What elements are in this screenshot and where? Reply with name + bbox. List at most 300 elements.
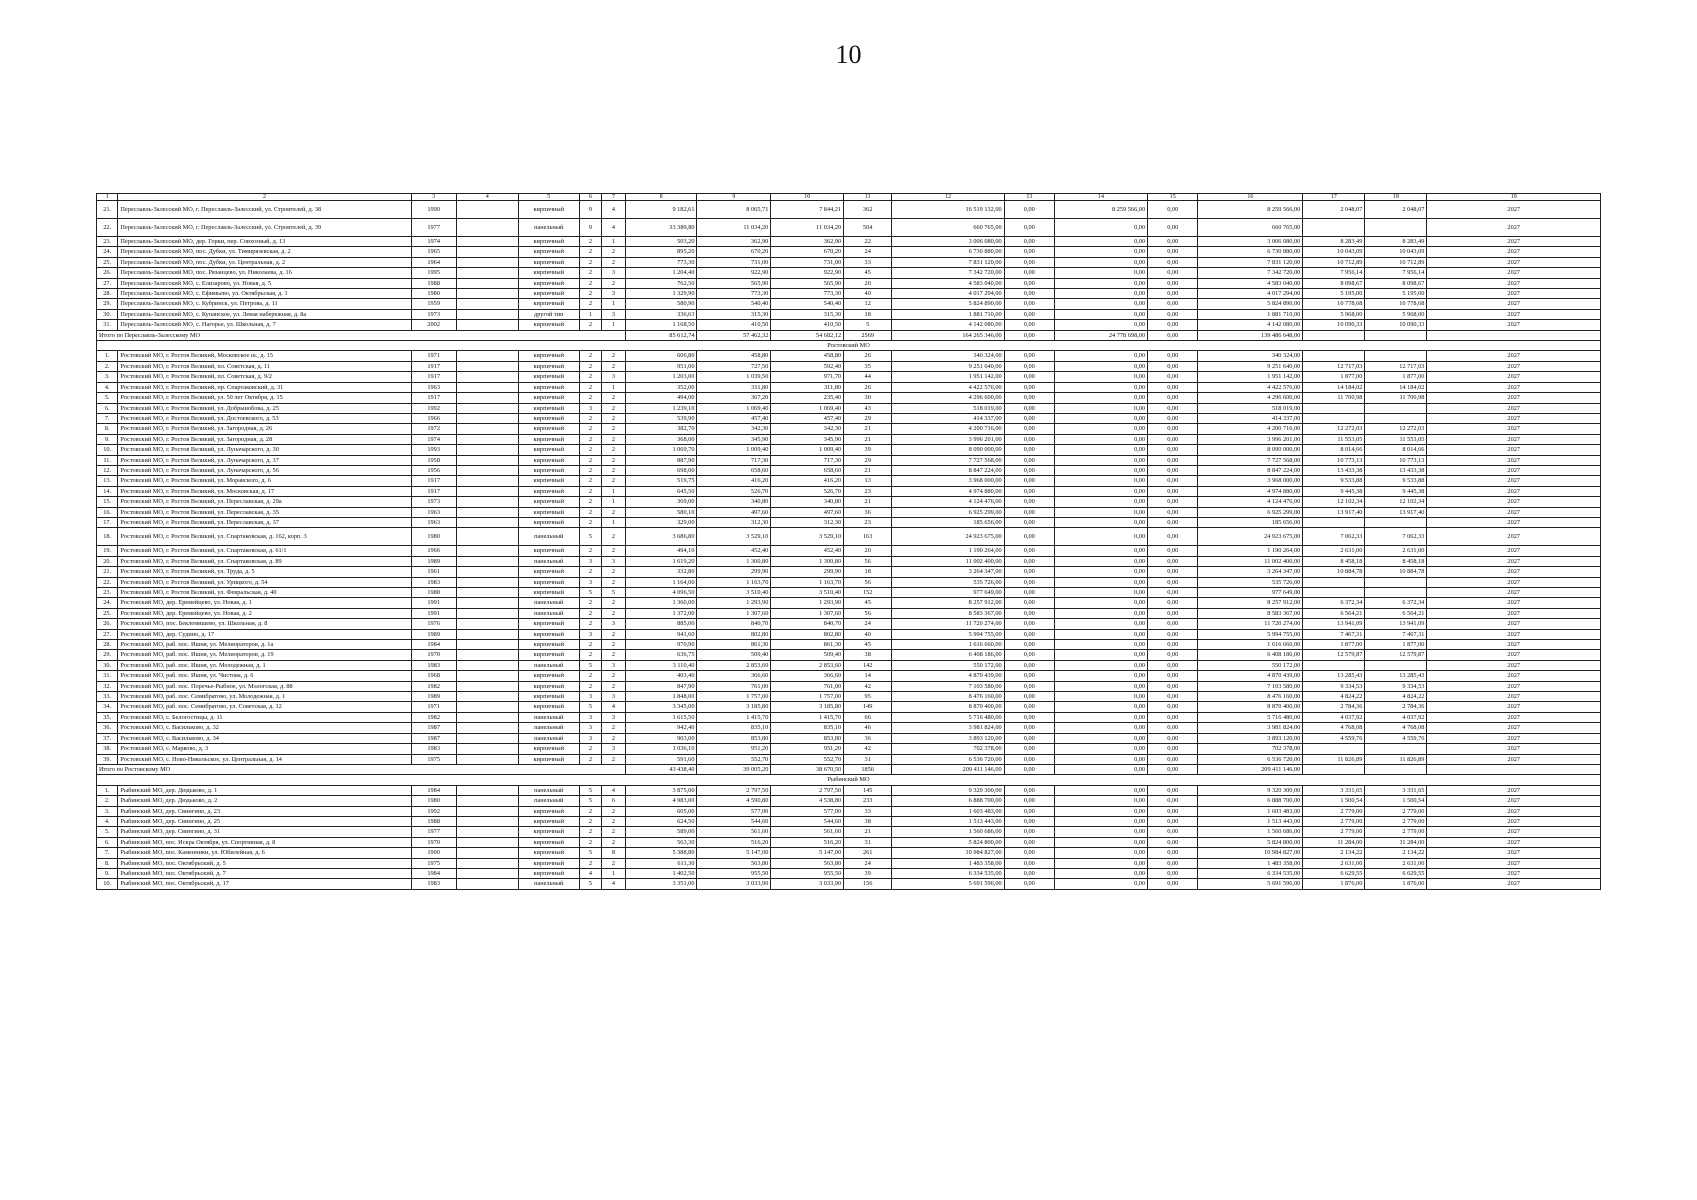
table-cell: 4 — [602, 219, 626, 237]
row-number: 38. — [97, 744, 118, 754]
table-row — [97, 403, 1601, 413]
table-cell: 452,40 — [697, 546, 771, 556]
address-cell: Переславль-Залесский МО, с. Елизарово, ул. Новая, д. 5 — [118, 278, 411, 288]
table-cell: 0,00 — [1004, 577, 1054, 587]
table-cell: кирпичный — [518, 413, 579, 423]
table-cell: 13 433,38 — [1365, 465, 1427, 475]
table-cell: кирпичный — [518, 671, 579, 681]
table-cell: 38 — [844, 650, 892, 660]
table-cell: 1 877,00 — [1303, 640, 1365, 650]
row-number: 6. — [97, 403, 118, 413]
table-cell: 0,00 — [1054, 278, 1147, 288]
table-cell: 589,00 — [625, 827, 697, 837]
table-row — [97, 497, 1601, 507]
table-cell: 0,00 — [1004, 733, 1054, 743]
table-cell: 8 476 160,00 — [892, 692, 1004, 702]
table-cell: 11 826,89 — [1303, 754, 1365, 764]
table-cell: 11 284,00 — [1303, 837, 1365, 847]
table-cell: 2027 — [1427, 806, 1601, 816]
table-cell: 0,00 — [1054, 351, 1147, 361]
row-number: 28. — [97, 640, 118, 650]
table-cell: 0,00 — [1004, 201, 1054, 219]
table-cell: 0,00 — [1054, 247, 1147, 257]
table-cell: 0,00 — [1148, 528, 1198, 546]
table-cell: 563,30 — [625, 837, 697, 847]
table-cell: 312,30 — [771, 517, 844, 527]
table-cell: 2 — [602, 827, 626, 837]
table-cell: 577,00 — [771, 806, 844, 816]
table-cell: 0,00 — [1004, 629, 1054, 639]
row-number: 34. — [97, 702, 118, 712]
subtotal-cell: 38 670,50 — [771, 764, 844, 774]
table-cell: 6 730 880,00 — [1198, 247, 1303, 257]
table-row — [97, 372, 1601, 382]
table-cell — [456, 785, 518, 795]
table-cell: 0,00 — [1004, 247, 1054, 257]
table-cell: 3 — [602, 556, 626, 566]
table-cell: 0,00 — [1054, 237, 1147, 247]
table-cell: 1917 — [411, 361, 456, 371]
table-cell: 8 847 224,00 — [892, 465, 1004, 475]
table-cell: 6 629,55 — [1303, 868, 1365, 878]
table-cell: 2027 — [1427, 278, 1601, 288]
table-cell: 942,40 — [625, 723, 697, 733]
table-cell: 1 615,50 — [625, 712, 697, 722]
table-cell: кирпичный — [518, 382, 579, 392]
table-cell: 2 048,07 — [1365, 201, 1427, 219]
table-cell: 24 — [844, 619, 892, 629]
table-cell: 416,20 — [771, 476, 844, 486]
table-cell: 11 826,89 — [1365, 754, 1427, 764]
subtotal-row — [97, 764, 1601, 774]
table-cell: 2 779,00 — [1303, 816, 1365, 826]
table-cell — [456, 619, 518, 629]
subtotal-cell: 209 411 146,00 — [892, 764, 1004, 774]
table-cell: 2 — [579, 640, 601, 650]
table-row — [97, 858, 1601, 868]
table-cell — [456, 608, 518, 618]
table-cell: 21 — [844, 424, 892, 434]
table-row — [97, 681, 1601, 691]
table-cell: 0,00 — [1004, 528, 1054, 546]
table-cell: 1971 — [411, 351, 456, 361]
housing-repair-table — [96, 193, 1601, 890]
table-cell: 3 529,10 — [697, 528, 771, 546]
table-cell: 2027 — [1427, 733, 1601, 743]
table-cell: 5 968,00 — [1303, 309, 1365, 319]
table-cell: 8 098,67 — [1365, 278, 1427, 288]
column-number-5: 5 — [518, 194, 579, 201]
table-cell: 2027 — [1427, 629, 1601, 639]
table-cell: 861,30 — [697, 640, 771, 650]
table-cell: 1 — [602, 382, 626, 392]
table-cell: 0,00 — [1004, 507, 1054, 517]
subtotal-cell: 2569 — [844, 330, 892, 340]
table-cell: 1 190 264,00 — [892, 546, 1004, 556]
table-cell: 2027 — [1427, 289, 1601, 299]
table-cell: 2 — [579, 806, 601, 816]
table-cell: 299,90 — [697, 567, 771, 577]
table-cell: 352,00 — [625, 382, 697, 392]
table-cell — [456, 476, 518, 486]
table-cell: 0,00 — [1004, 858, 1054, 868]
table-cell: 3 — [579, 403, 601, 413]
table-cell: 2027 — [1427, 671, 1601, 681]
table-cell: 13 285,43 — [1365, 671, 1427, 681]
table-cell: 35 — [844, 361, 892, 371]
table-row — [97, 785, 1601, 795]
table-cell — [1303, 744, 1365, 754]
table-cell: 36 — [844, 733, 892, 743]
row-number: 30. — [97, 660, 118, 670]
address-cell: Ростовский МО, раб. пос. Ишня, ул. Чистова, д. 6 — [118, 671, 411, 681]
subtotal-cell — [1365, 764, 1427, 774]
table-cell: 4 037,92 — [1365, 712, 1427, 722]
subtotal-cell — [1303, 330, 1365, 340]
table-cell: 591,60 — [625, 754, 697, 764]
row-number: 39. — [97, 754, 118, 764]
table-cell: 2 — [602, 806, 626, 816]
table-row — [97, 598, 1601, 608]
table-cell: 6 629,55 — [1365, 868, 1427, 878]
table-cell: 4 768,08 — [1303, 723, 1365, 733]
table-cell: 4 200 716,00 — [892, 424, 1004, 434]
table-cell: 0,00 — [1004, 403, 1054, 413]
table-cell: 0,00 — [1004, 372, 1054, 382]
address-cell: Переславль-Залесский МО, с. Нагорье, ул. Школьная, д. 7 — [118, 320, 411, 330]
table-cell: 1 951 142,00 — [892, 372, 1004, 382]
row-number: 23. — [97, 237, 118, 247]
table-cell: 21 — [844, 465, 892, 475]
table-cell: 1 — [602, 237, 626, 247]
table-cell — [1365, 517, 1427, 527]
address-cell: Рыбинский МО, пос. Искра Октября, ул. Спортивная, д. 8 — [118, 837, 411, 847]
table-cell: 8 090 000,00 — [1198, 445, 1303, 455]
table-cell: 1973 — [411, 497, 456, 507]
table-row — [97, 629, 1601, 639]
table-cell: 1 239,10 — [625, 403, 697, 413]
table-cell: 2 — [579, 754, 601, 764]
subtotal-cell: 57 462,32 — [697, 330, 771, 340]
table-cell: 2 — [579, 351, 601, 361]
table-cell — [456, 351, 518, 361]
table-cell: 10 773,13 — [1303, 455, 1365, 465]
table-cell: 8 259 566,00 — [1054, 201, 1147, 219]
table-cell: 1 009,40 — [771, 445, 844, 455]
table-cell: 12 272,03 — [1365, 424, 1427, 434]
table-cell — [456, 879, 518, 889]
subtotal-cell: 85 612,74 — [625, 330, 697, 340]
table-cell: 1983 — [411, 744, 456, 754]
table-cell: 0,00 — [1004, 268, 1054, 278]
table-cell — [456, 497, 518, 507]
table-cell: 2 — [579, 257, 601, 267]
table-cell: 2027 — [1427, 351, 1601, 361]
table-cell: 340,80 — [771, 497, 844, 507]
table-cell: 9 — [579, 219, 601, 237]
table-cell: 14 — [844, 671, 892, 681]
table-cell: 5 — [602, 588, 626, 598]
table-row — [97, 868, 1601, 878]
table-cell: 311,80 — [697, 382, 771, 392]
table-cell: 2 — [602, 567, 626, 577]
table-cell: 152 — [844, 588, 892, 598]
table-cell: 0,00 — [1054, 219, 1147, 237]
table-cell: 761,00 — [697, 681, 771, 691]
table-cell: 5 994 755,00 — [1198, 629, 1303, 639]
table-cell: 1975 — [411, 754, 456, 764]
row-number: 10. — [97, 445, 118, 455]
table-cell: кирпичный — [518, 403, 579, 413]
table-cell: 1 877,00 — [1303, 372, 1365, 382]
table-cell: 1917 — [411, 476, 456, 486]
table-cell: 5 — [579, 588, 601, 598]
table-cell: 3 529,10 — [771, 528, 844, 546]
table-cell: 3 510,40 — [697, 588, 771, 598]
table-cell: 0,00 — [1004, 382, 1054, 392]
section-title: Ростовский МО — [97, 341, 1601, 351]
table-cell: 2 — [602, 413, 626, 423]
table-cell: 509,40 — [771, 650, 844, 660]
table-cell: 518 019,00 — [892, 403, 1004, 413]
table-cell: 0,00 — [1004, 806, 1054, 816]
table-cell: 1963 — [411, 382, 456, 392]
table-cell: 2 797,50 — [771, 785, 844, 795]
table-cell: 0,00 — [1148, 650, 1198, 660]
table-cell: 1 293,90 — [771, 598, 844, 608]
table-row — [97, 733, 1601, 743]
row-number: 25. — [97, 608, 118, 618]
table-cell: кирпичный — [518, 577, 579, 587]
table-cell: кирпичный — [518, 640, 579, 650]
table-cell: 2 631,00 — [1365, 858, 1427, 868]
table-cell: 11 700,98 — [1303, 393, 1365, 403]
table-cell: 835,10 — [771, 723, 844, 733]
table-cell: 457,40 — [771, 413, 844, 423]
table-cell: 3 996 201,00 — [892, 434, 1004, 444]
table-cell: 0,00 — [1054, 476, 1147, 486]
table-cell: 4 422 576,00 — [1198, 382, 1303, 392]
table-cell — [1303, 660, 1365, 670]
table-cell: 8 259 566,00 — [1198, 201, 1303, 219]
table-cell: 1968 — [411, 671, 456, 681]
table-cell: 2027 — [1427, 816, 1601, 826]
table-cell: 727,50 — [697, 361, 771, 371]
table-cell: 9 334,53 — [1303, 681, 1365, 691]
table-cell: 0,00 — [1054, 785, 1147, 795]
table-cell: 0,00 — [1004, 650, 1054, 660]
table-cell: кирпичный — [518, 692, 579, 702]
address-cell: Переславль-Залесский МО, пос. Дубки, ул. Тимирязевская, д. 2 — [118, 247, 411, 257]
row-number: 2. — [97, 361, 118, 371]
table-cell: 12 102,34 — [1303, 497, 1365, 507]
table-cell: 329,00 — [625, 517, 697, 527]
table-cell: 12 102,34 — [1365, 497, 1427, 507]
table-cell: 1976 — [411, 619, 456, 629]
table-cell: 13 — [844, 476, 892, 486]
table-cell: 8 014,66 — [1365, 445, 1427, 455]
table-cell: 0,00 — [1054, 424, 1147, 434]
table-cell: 2 — [602, 671, 626, 681]
address-cell: Ростовский МО, г. Ростов Великий, ул. Московская, д. 17 — [118, 486, 411, 496]
table-cell: 526,70 — [771, 486, 844, 496]
table-cell: 1 009,40 — [697, 445, 771, 455]
table-cell — [456, 219, 518, 237]
table-cell: 8 847 224,00 — [1198, 465, 1303, 475]
table-cell: 2 — [602, 528, 626, 546]
row-number: 7. — [97, 413, 118, 423]
table-cell: 0,00 — [1148, 640, 1198, 650]
table-cell: 31 — [844, 754, 892, 764]
table-cell: 56 — [844, 556, 892, 566]
table-cell: 580,10 — [625, 507, 697, 517]
subtotal-cell: 24 778 698,00 — [1054, 330, 1147, 340]
table-cell: 0,00 — [1148, 744, 1198, 754]
table-cell: 1 877,00 — [1365, 372, 1427, 382]
address-cell: Ростовский МО, г. Ростов Великий, ул. Спартаковская, д. 61/1 — [118, 546, 411, 556]
row-number: 3. — [97, 806, 118, 816]
table-cell — [456, 445, 518, 455]
table-cell: 362,90 — [771, 237, 844, 247]
row-number: 27. — [97, 278, 118, 288]
table-cell: 299,90 — [771, 567, 844, 577]
table-cell: кирпичный — [518, 434, 579, 444]
table-cell: 1 307,60 — [697, 608, 771, 618]
table-cell: 21 — [844, 827, 892, 837]
row-number: 2. — [97, 796, 118, 806]
table-cell — [1365, 403, 1427, 413]
table-cell: 0,00 — [1004, 299, 1054, 309]
table-cell: 731,00 — [697, 257, 771, 267]
table-cell: 6 730 880,00 — [892, 247, 1004, 257]
table-cell: 3 264 347,00 — [1198, 567, 1303, 577]
table-cell: 4 768,08 — [1365, 723, 1427, 733]
table-cell: 7 956,14 — [1365, 268, 1427, 278]
table-row — [97, 567, 1601, 577]
row-number: 30. — [97, 309, 118, 319]
table-cell: 0,00 — [1004, 744, 1054, 754]
table-cell — [456, 372, 518, 382]
table-cell: 0,00 — [1148, 681, 1198, 691]
row-number: 26. — [97, 268, 118, 278]
table-cell: 895,20 — [625, 247, 697, 257]
table-cell: 366,60 — [771, 671, 844, 681]
table-cell: 367,20 — [697, 393, 771, 403]
table-cell: 1 — [602, 868, 626, 878]
table-cell: 345,90 — [697, 434, 771, 444]
table-cell: 0,00 — [1004, 320, 1054, 330]
table-cell: 8 257 912,00 — [892, 598, 1004, 608]
table-cell: 1 036,10 — [625, 744, 697, 754]
table-cell: 11 720 274,00 — [892, 619, 1004, 629]
address-cell: Ростовский МО, г. Ростов Великий, пл. Советская, д. 11 — [118, 361, 411, 371]
table-cell — [456, 257, 518, 267]
table-cell: 1 500,54 — [1365, 796, 1427, 806]
table-cell — [1365, 351, 1427, 361]
table-cell: 24 — [844, 247, 892, 257]
table-cell: 0,00 — [1054, 671, 1147, 681]
address-cell: Переславль-Залесский МО, с. Кубринск, ул. Петрова, д. 11 — [118, 299, 411, 309]
table-cell: 2 — [602, 476, 626, 486]
table-cell: 0,00 — [1054, 257, 1147, 267]
table-cell: 0,00 — [1054, 507, 1147, 517]
address-cell: Рыбинский МО, дер. Свингино, д. 31 — [118, 827, 411, 837]
table-cell: 0,00 — [1148, 299, 1198, 309]
table-row — [97, 465, 1601, 475]
table-cell: 29 — [844, 413, 892, 423]
table-cell: 2027 — [1427, 247, 1601, 257]
table-cell: 0,00 — [1054, 848, 1147, 858]
table-row — [97, 640, 1601, 650]
table-cell: 42 — [844, 744, 892, 754]
row-number: 8. — [97, 424, 118, 434]
table-cell: 0,00 — [1054, 309, 1147, 319]
table-cell: 452,40 — [771, 546, 844, 556]
subtotal-cell: 0,00 — [1004, 330, 1054, 340]
table-cell — [456, 403, 518, 413]
table-cell: 2 — [579, 247, 601, 257]
table-cell: 3 — [602, 660, 626, 670]
table-cell: 458,80 — [771, 351, 844, 361]
table-cell: 1 — [602, 486, 626, 496]
column-number-12: 12 — [892, 194, 1004, 201]
table-cell: 2027 — [1427, 476, 1601, 486]
table-cell: 5 994 755,00 — [892, 629, 1004, 639]
table-cell: 1993 — [411, 445, 456, 455]
row-number: 19. — [97, 546, 118, 556]
table-cell: 1970 — [411, 650, 456, 660]
table-cell: 2027 — [1427, 361, 1601, 371]
table-cell: 840,70 — [697, 619, 771, 629]
table-cell: 0,00 — [1054, 445, 1147, 455]
subtotal-label: Итого по Переславль-Залесскому МО — [97, 330, 626, 340]
table-cell: 1 881 710,00 — [1198, 309, 1303, 319]
table-row — [97, 507, 1601, 517]
address-cell: Ростовский МО, г. Ростов Великий, ул. Загородная, д. 28 — [118, 434, 411, 444]
table-cell: 1 415,70 — [771, 712, 844, 722]
table-cell: 2027 — [1427, 320, 1601, 330]
table-cell: 10 773,13 — [1365, 455, 1427, 465]
table-cell: 1 848,00 — [625, 692, 697, 702]
table-cell: 42 — [844, 681, 892, 691]
address-cell: Ростовский МО, г. Ростов Великий, ул. Переславская, д. 29а — [118, 497, 411, 507]
table-cell: панельный — [518, 598, 579, 608]
table-cell: 1980 — [411, 528, 456, 546]
table-cell: 2027 — [1427, 827, 1601, 837]
table-cell: 3 893 120,00 — [1198, 733, 1303, 743]
table-cell — [456, 702, 518, 712]
table-cell: 5 195,00 — [1365, 289, 1427, 299]
table-cell: 3 331,65 — [1365, 785, 1427, 795]
table-row — [97, 268, 1601, 278]
table-cell: 717,30 — [771, 455, 844, 465]
table-cell: 761,00 — [771, 681, 844, 691]
table-cell: 1983 — [411, 660, 456, 670]
address-cell: Рыбинский МО, пос. Октябрьский, д. 5 — [118, 858, 411, 868]
table-cell: 8 — [602, 848, 626, 858]
table-cell: 2 — [602, 257, 626, 267]
table-cell: 1 402,50 — [625, 868, 697, 878]
table-cell — [456, 424, 518, 434]
table-cell: 544,60 — [697, 816, 771, 826]
table-cell: 0,00 — [1054, 546, 1147, 556]
table-cell: 2027 — [1427, 486, 1601, 496]
table-cell: 0,00 — [1148, 848, 1198, 858]
table-cell: 8 870 400,00 — [892, 702, 1004, 712]
table-cell: панельный — [518, 785, 579, 795]
table-cell: кирпичный — [518, 299, 579, 309]
table-cell: 6 888 700,00 — [1198, 796, 1303, 806]
